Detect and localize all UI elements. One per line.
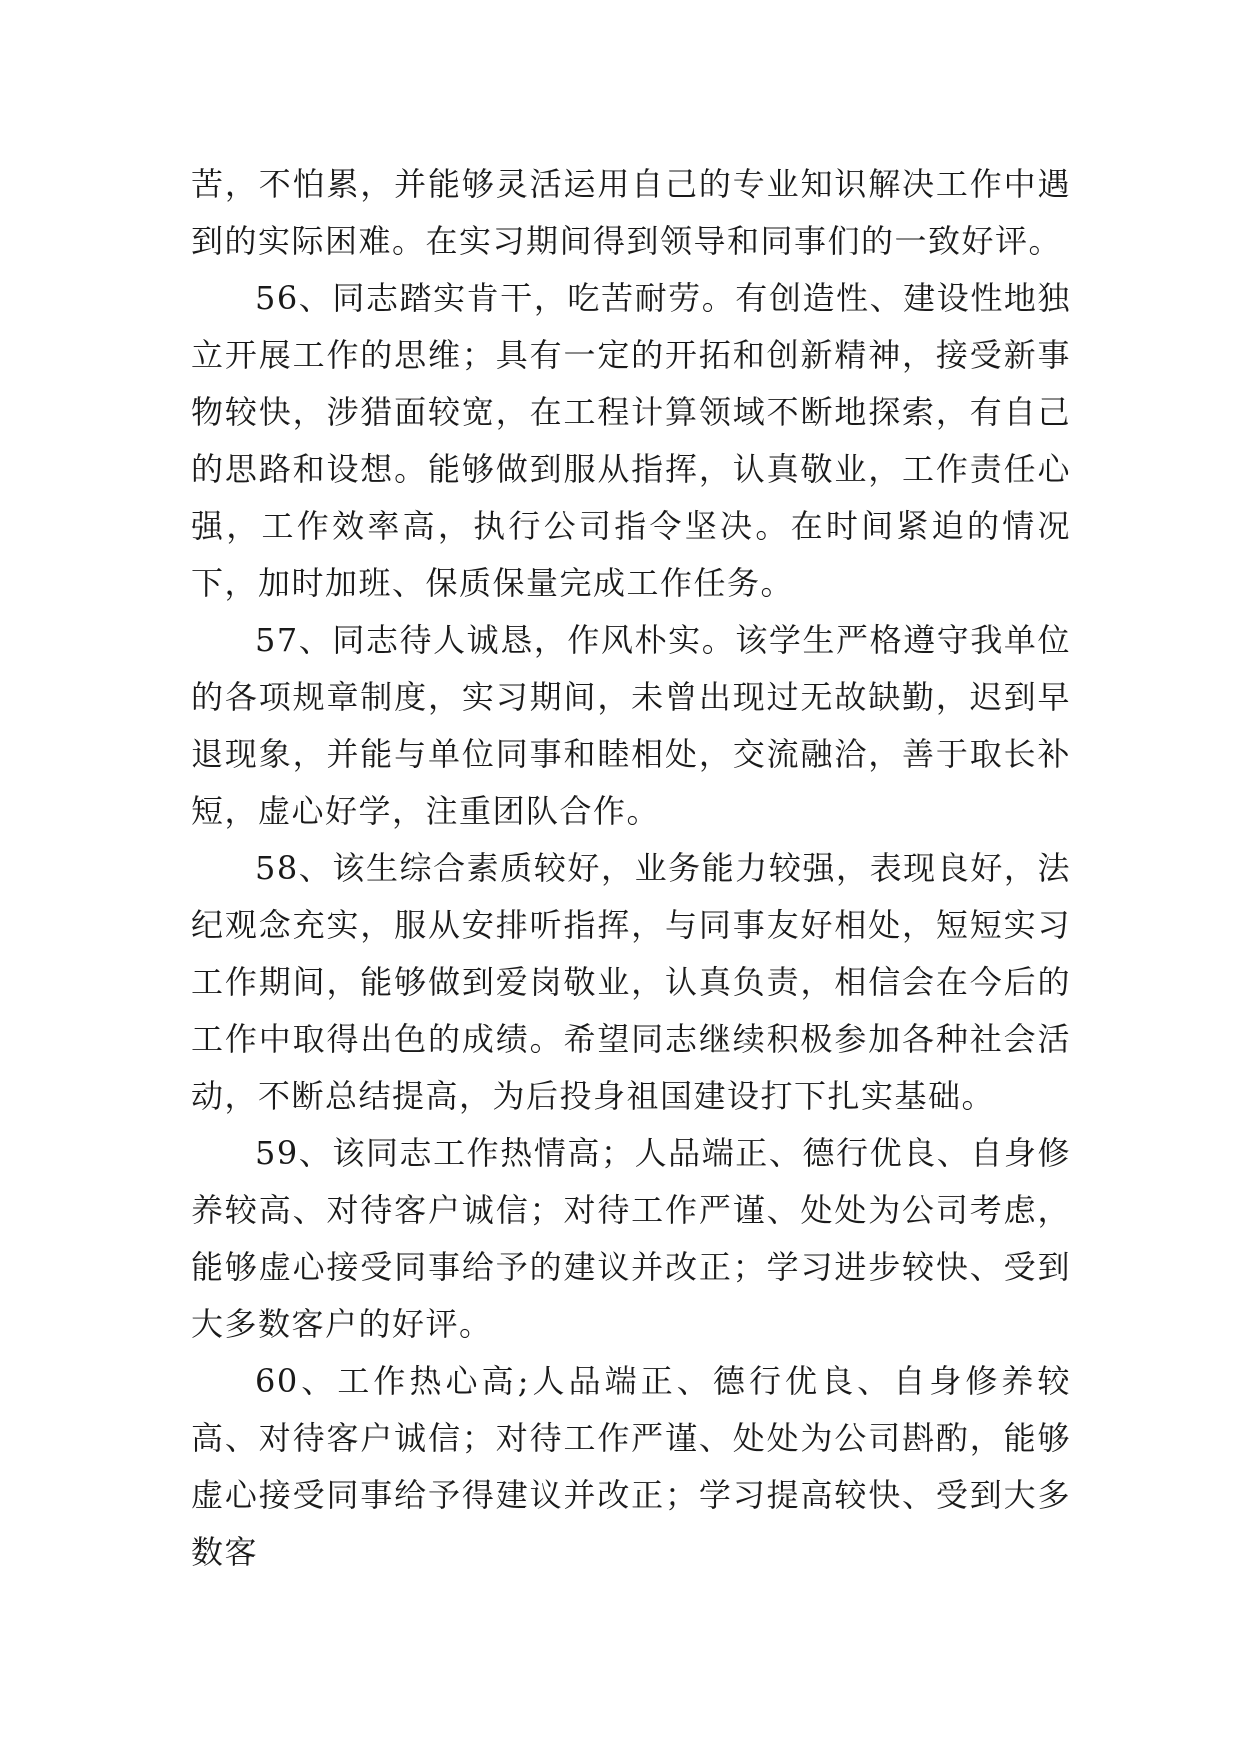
paragraph-58: 58、该生综合素质较好，业务能力较强，表现良好，法纪观念充实，服从安排听指挥，与同事友好相处，短短实习工作期间，能够做到爱岗敬业，认真负责，相信会在今后的工作中取得出色的成绩。希望同志继续积极参加各种社会活动，不断总结提高，为后投身祖国建设打下扎实基础。	[191, 849, 1071, 1115]
document-body	[191, 156, 1071, 1581]
paragraph-59: 59、该同志工作热情高；人品端正、德行优良、自身修养较高、对待客户诚信；对待工作严谨、处处为公司考虑，能够虚心接受同事给予的建议并改正；学习进步较快、受到大多数客户的好评。	[191, 1134, 1071, 1343]
paragraph-continuation: 苦，不怕累，并能够灵活运用自己的专业知识解决工作中遇到的实际困难。在实习期间得到领导和同事们的一致好评。	[191, 165, 1071, 260]
paragraph-57: 57、同志待人诚恳，作风朴实。该学生严格遵守我单位的各项规章制度，实习期间，未曾出现过无故缺勤，迟到早退现象，并能与单位同事和睦相处，交流融洽，善于取长补短，虚心好学，注重团队合作。	[191, 621, 1071, 830]
paragraph-56: 56、同志踏实肯干，吃苦耐劳。有创造性、建设性地独立开展工作的思维；具有一定的开拓和创新精神，接受新事物较快，涉猎面较宽，在工程计算领域不断地探索，有自己的思路和设想。能够做到服从指挥，认真敬业，工作责任心强，工作效率高，执行公司指令坚决。在时间紧迫的情况下，加时加班、保质保量完成工作任务。	[191, 279, 1071, 602]
paragraph-60: 60、工作热心高;人品端正、德行优良、自身修养较高、对待客户诚信；对待工作严谨、处处为公司斟酌，能够虚心接受同事给予得建议并改正；学习提高较快、受到大多数客	[191, 1362, 1071, 1571]
